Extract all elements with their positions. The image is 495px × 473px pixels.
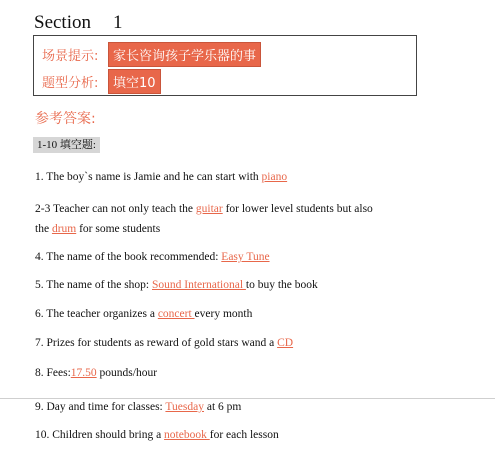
question-7 <box>35 337 293 349</box>
section-title <box>34 12 123 34</box>
type-label: 题型分析: <box>42 76 99 91</box>
question-text: pounds/hour <box>96 367 158 379</box>
scene-tag: 家长咨询孩子学乐器的事 <box>108 42 261 67</box>
question-8 <box>35 367 157 379</box>
answer-guitar: guitar <box>195 203 223 215</box>
scene-row <box>42 42 261 67</box>
question-3 <box>35 223 160 235</box>
answer-drum: drum <box>51 223 77 235</box>
question-text: 4. The name of the book recommended: <box>35 251 222 263</box>
type-tag: 填空10 <box>108 69 161 94</box>
question-4 <box>35 251 270 263</box>
type-row <box>42 69 161 94</box>
question-9 <box>35 401 241 413</box>
question-text: to buy the book <box>245 279 318 291</box>
question-text: 5. The name of the shop: <box>35 279 152 291</box>
page-divider <box>0 398 495 399</box>
question-1 <box>35 171 287 183</box>
answer-easy-tune: Easy Tune <box>221 251 270 263</box>
answer-fee: 17.50 <box>70 367 97 379</box>
question-text: for each lesson <box>209 429 279 441</box>
answer-concert: concert <box>157 308 195 320</box>
question-text: at 6 pm <box>203 401 242 413</box>
section-label: Section <box>34 12 91 33</box>
question-text: 2-3 Teacher can not only teach the <box>35 203 196 215</box>
scene-label: 场景提示: <box>42 49 99 64</box>
question-text: for some students <box>76 223 161 235</box>
question-6 <box>35 308 252 320</box>
answer-sound-international: Sound International <box>152 279 246 291</box>
answer-tuesday: Tuesday <box>165 401 204 413</box>
answer-piano: piano <box>261 171 288 183</box>
question-text: 9. Day and time for classes: <box>35 401 166 413</box>
question-text: every month <box>194 308 253 320</box>
answer-notebook: notebook <box>164 429 210 441</box>
answers-heading: 参考答案: <box>35 111 96 127</box>
question-5 <box>35 279 318 291</box>
question-text: 1. The boy`s name is Jamie and he can start with <box>35 171 262 183</box>
question-text: for lower level students but also <box>222 203 373 215</box>
section-number: 1 <box>113 12 123 33</box>
info-box <box>33 35 417 96</box>
question-text: the <box>35 223 52 235</box>
question-text: 6. The teacher organizes a <box>35 308 158 320</box>
question-text: 8. Fees: <box>35 367 71 379</box>
answer-cd: CD <box>277 337 294 349</box>
question-text: 7. Prizes for students as reward of gold stars wand a <box>35 337 278 349</box>
question-10 <box>35 429 279 441</box>
question-text: 10. Children should bring a <box>35 429 165 441</box>
question-2 <box>35 203 373 215</box>
question-type-bar: 1-10 填空题: <box>33 137 100 153</box>
